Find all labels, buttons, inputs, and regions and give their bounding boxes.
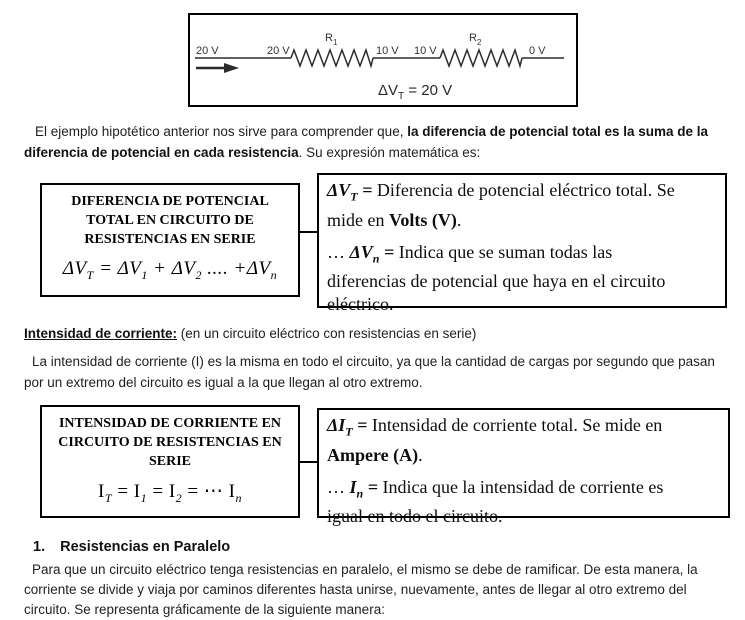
text-run: Diferencia de potencial eléctrico total. Se (376, 180, 675, 200)
current-box-title (42, 407, 298, 471)
definition-line (327, 179, 717, 209)
text-run: … (327, 476, 350, 497)
voltage-label-start: 20 V (196, 45, 219, 57)
resistor-1-label: $R_1$ (325, 32, 338, 47)
definition-line (327, 476, 720, 506)
heading-title: Resistencias en Paralelo (60, 539, 231, 555)
text-run: mide en (327, 209, 389, 230)
text-run-bold: la diferencia de potencial total es la suma de la (407, 124, 709, 139)
definition-line: diferencias de potencial que haya en el circuito (327, 271, 666, 292)
paragraph-line: corriente se divide y viaja por caminos diferentes hasta unirse, nuevamente, antes de llegar al otro extremo del (24, 582, 687, 597)
resistor-2-zigzag (440, 50, 522, 66)
voltage-label-end: 0 V (529, 45, 546, 57)
voltage-label-before-r2: 10 V (414, 45, 437, 57)
voltage-definition-box (317, 173, 727, 315)
paragraph-line: Para que un circuito eléctrico tenga resistencias en paralelo, el mismo se debe de ramificar. De esta manera, la (32, 562, 698, 577)
current-equality-formula: $I_T = I_1 = I_2$ = ⋯ $I_n$ (98, 481, 242, 505)
title-line: DIFERENCIA DE POTENCIAL (71, 194, 269, 209)
math-token: $\Delta I_T$ = (327, 415, 372, 439)
intro-paragraph (24, 121, 736, 163)
voltage-box-title (42, 185, 298, 249)
voltage-sum-formula: $\Delta V_T = \Delta V_1 + \Delta V_2$ .... $+\Delta V_n$ (62, 258, 278, 282)
parallel-paragraph (24, 560, 736, 620)
title-line: SERIE (148, 454, 192, 469)
heading-number: 1. (33, 539, 46, 555)
math-token: $\Delta V_n$ = (349, 241, 399, 266)
text-run: … (327, 241, 350, 262)
text-run: Indica que se suman todas las (398, 241, 613, 262)
definition-line (327, 444, 720, 467)
voltage-label-before-r1: 20 V (267, 45, 290, 57)
heading-rest: (en un circuito eléctrico con resistencias en serie) (177, 326, 477, 341)
title-line: INTENSIDAD DE CORRIENTE EN (58, 416, 282, 431)
paragraph-line: circuito. Se representa gráficamente de la siguiente manera: (24, 602, 385, 617)
paragraph-line (24, 142, 736, 163)
text-run: Indica que la intensidad de corriente es (382, 476, 664, 497)
circuit-diagram (190, 15, 576, 105)
resistor-1-zigzag (291, 50, 373, 66)
resistor-2-label: $R_2$ (469, 32, 482, 47)
current-definition-box (317, 408, 730, 527)
heading-underlined: Intensidad de corriente: (24, 326, 178, 341)
title-line: TOTAL EN CIRCUITO DE (86, 213, 254, 228)
current-paragraph (24, 351, 736, 393)
current-arrow-head (224, 63, 239, 73)
title-line: RESISTENCIAS EN SERIE (84, 232, 256, 247)
text-run: . Su expresión matemática es: (298, 145, 481, 160)
text-run-bold: Ampere (A) (327, 444, 419, 465)
current-formula-box (40, 405, 300, 518)
paragraph-line: por un extremo del circuito es igual a la que llegan al otro extremo. (24, 375, 423, 390)
text-run: . (418, 444, 423, 465)
text-run: Intensidad de corriente total. Se mide en (371, 415, 663, 435)
math-token: $\Delta V_T$ = (327, 180, 377, 204)
math-token: $I_n$ = (349, 476, 383, 501)
title-line: CIRCUITO DE RESISTENCIAS EN (58, 435, 282, 450)
text-run-bold: diferencia de potencial en cada resistencia (24, 145, 299, 160)
text-run: . (456, 209, 462, 230)
current-section-heading (24, 326, 476, 341)
voltage-label-after-r1: 10 V (376, 45, 399, 57)
paragraph-line: La intensidad de corriente (I) es la misma en todo el circuito, ya que la cantidad de cargas por segundo que pasan (32, 354, 715, 369)
definition-line (327, 414, 720, 444)
text-run-bold: Volts (V) (388, 209, 457, 230)
definition-line: igual en todo el circuito. (327, 506, 503, 527)
total-voltage-caption: $\Delta V_T = 20$ V (378, 82, 453, 102)
box-connector-line (300, 231, 317, 233)
definition-line (327, 209, 717, 232)
definition-line (327, 241, 717, 271)
definition-line: eléctrico. (327, 294, 394, 315)
text-run: El ejemplo hipotético anterior nos sirve para comprender que, (35, 124, 408, 139)
paragraph-line (24, 121, 736, 142)
box-connector-line (300, 461, 317, 463)
parallel-section-heading (33, 539, 230, 555)
voltage-formula-box (40, 183, 300, 297)
series-circuit-figure (188, 13, 578, 107)
